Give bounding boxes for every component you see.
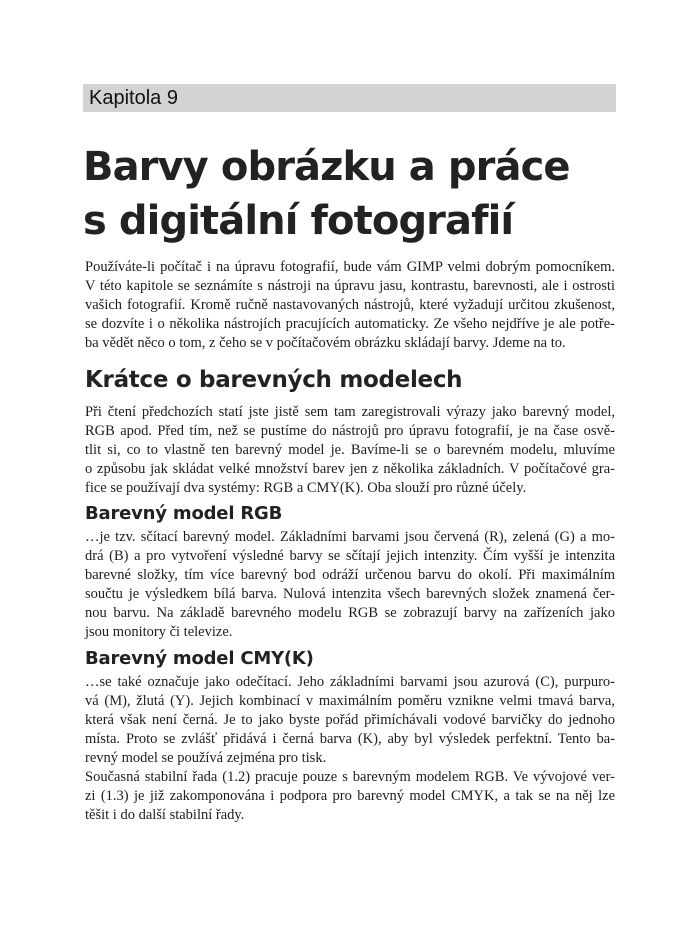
chapter-title-line: Barvy obrázku a práce	[83, 144, 570, 190]
rgb-paragraph	[85, 528, 615, 643]
text-line: barevné složky, tím více barevný bod odráží určenou barvu do okolí. Při maximálním	[85, 567, 615, 584]
cmy-paragraph	[85, 673, 615, 768]
text-line: fice se používají dva systémy: RGB a CMY(K). Oba slouží pro různé účely.	[85, 480, 527, 497]
cmy-note-paragraph	[85, 768, 615, 825]
chapter-title	[83, 140, 623, 248]
text-line: místa. Proto se zvlášť přidává i černá barva (K), aby byl výsledek perfektní. Tento ba-	[85, 731, 615, 748]
text-line: Při čtení předchozích statí jste jistě sem tam zaregistrovali výrazy jako barevný model,	[85, 404, 615, 420]
section-heading-cmy: Barevný model CMY(K)	[85, 648, 314, 669]
text-line: zi (1.3) je již zakomponována i podpora pro barevný model CMYK, a tak se na něj lze	[85, 788, 615, 805]
text-line: V této kapitole se seznámíte s nástroji na úpravu jasu, kontrastu, barevnosti, ale i ostrosti	[85, 278, 615, 295]
section-heading-rgb: Barevný model RGB	[85, 503, 283, 524]
text-line: vašich fotografií. Kromě ručně nastavovaných nástrojů, které vyžadují určitou zkušenost,	[85, 297, 615, 314]
text-line: …je tzv. sčítací barevný model. Základními barvami jsou červená (R), zelená (G) a mo-	[85, 529, 615, 545]
text-line: která však není černá. Je to jako byste pořád přimíchávali vodové barvičky do jednoho	[85, 712, 615, 729]
chapter-label: Kapitola 9	[83, 84, 616, 112]
color-models-paragraph	[85, 403, 615, 498]
text-line: těšit i do další stabilní řady.	[85, 807, 245, 824]
text-line: Současná stabilní řada (1.2) pracuje pouze s barevným modelem RGB. Ve vývojové ver-	[85, 769, 615, 785]
text-line: Používáte-li počítač i na úpravu fotografií, bude vám GIMP velmi dobrým pomocníkem.	[85, 259, 615, 275]
intro-paragraph	[85, 258, 615, 353]
text-line: …se také označuje jako odečítací. Jeho základními barvami jsou azurová (C), purpuro-	[85, 674, 615, 690]
text-line: jsou monitory či televize.	[85, 624, 233, 641]
text-line: ba vědět něco o tom, z čeho se v počítačovém obrázku skládají barvy. Jdeme na to.	[85, 335, 566, 352]
text-line: vá (M), žlutá (Y). Jejich kombinací v maximálním poměru vznikne velmi tmavá barva,	[85, 693, 615, 710]
text-line: se dozvíte i o několika nástrojích pracujících automaticky. Ze všeho nejdříve je ale potře-	[85, 316, 615, 333]
text-line: součtu je výsledkem bílá barva. Nulová intenzita všech barevných složek znamená čer-	[85, 586, 615, 603]
chapter-title-line: s digitální fotografií	[83, 198, 514, 244]
text-line: nou barvu. Na základě barevného modelu RGB se zobrazují barvy na zařízeních jako	[85, 605, 615, 622]
text-line: revný model se používá zejména pro tisk.	[85, 750, 327, 767]
text-line: RGB apod. Před tím, než se pustíme do nástrojů pro úpravu fotografií, je na čase osvě-	[85, 423, 615, 440]
section-heading-color-models: Krátce o barevných modelech	[85, 367, 463, 393]
text-line: o způsobu jak skládat velké množství barev jen z několika základních. V počítačové gra-	[85, 461, 615, 478]
text-line: tlit si, co to vlastně ten barevný model je. Bavíme-li se o barevném modelu, mluvíme	[85, 442, 615, 459]
text-line: drá (B) a pro vytvoření výsledné barvy se sčítají jejich intenzity. Čím vyšší je intenzita	[85, 548, 615, 565]
